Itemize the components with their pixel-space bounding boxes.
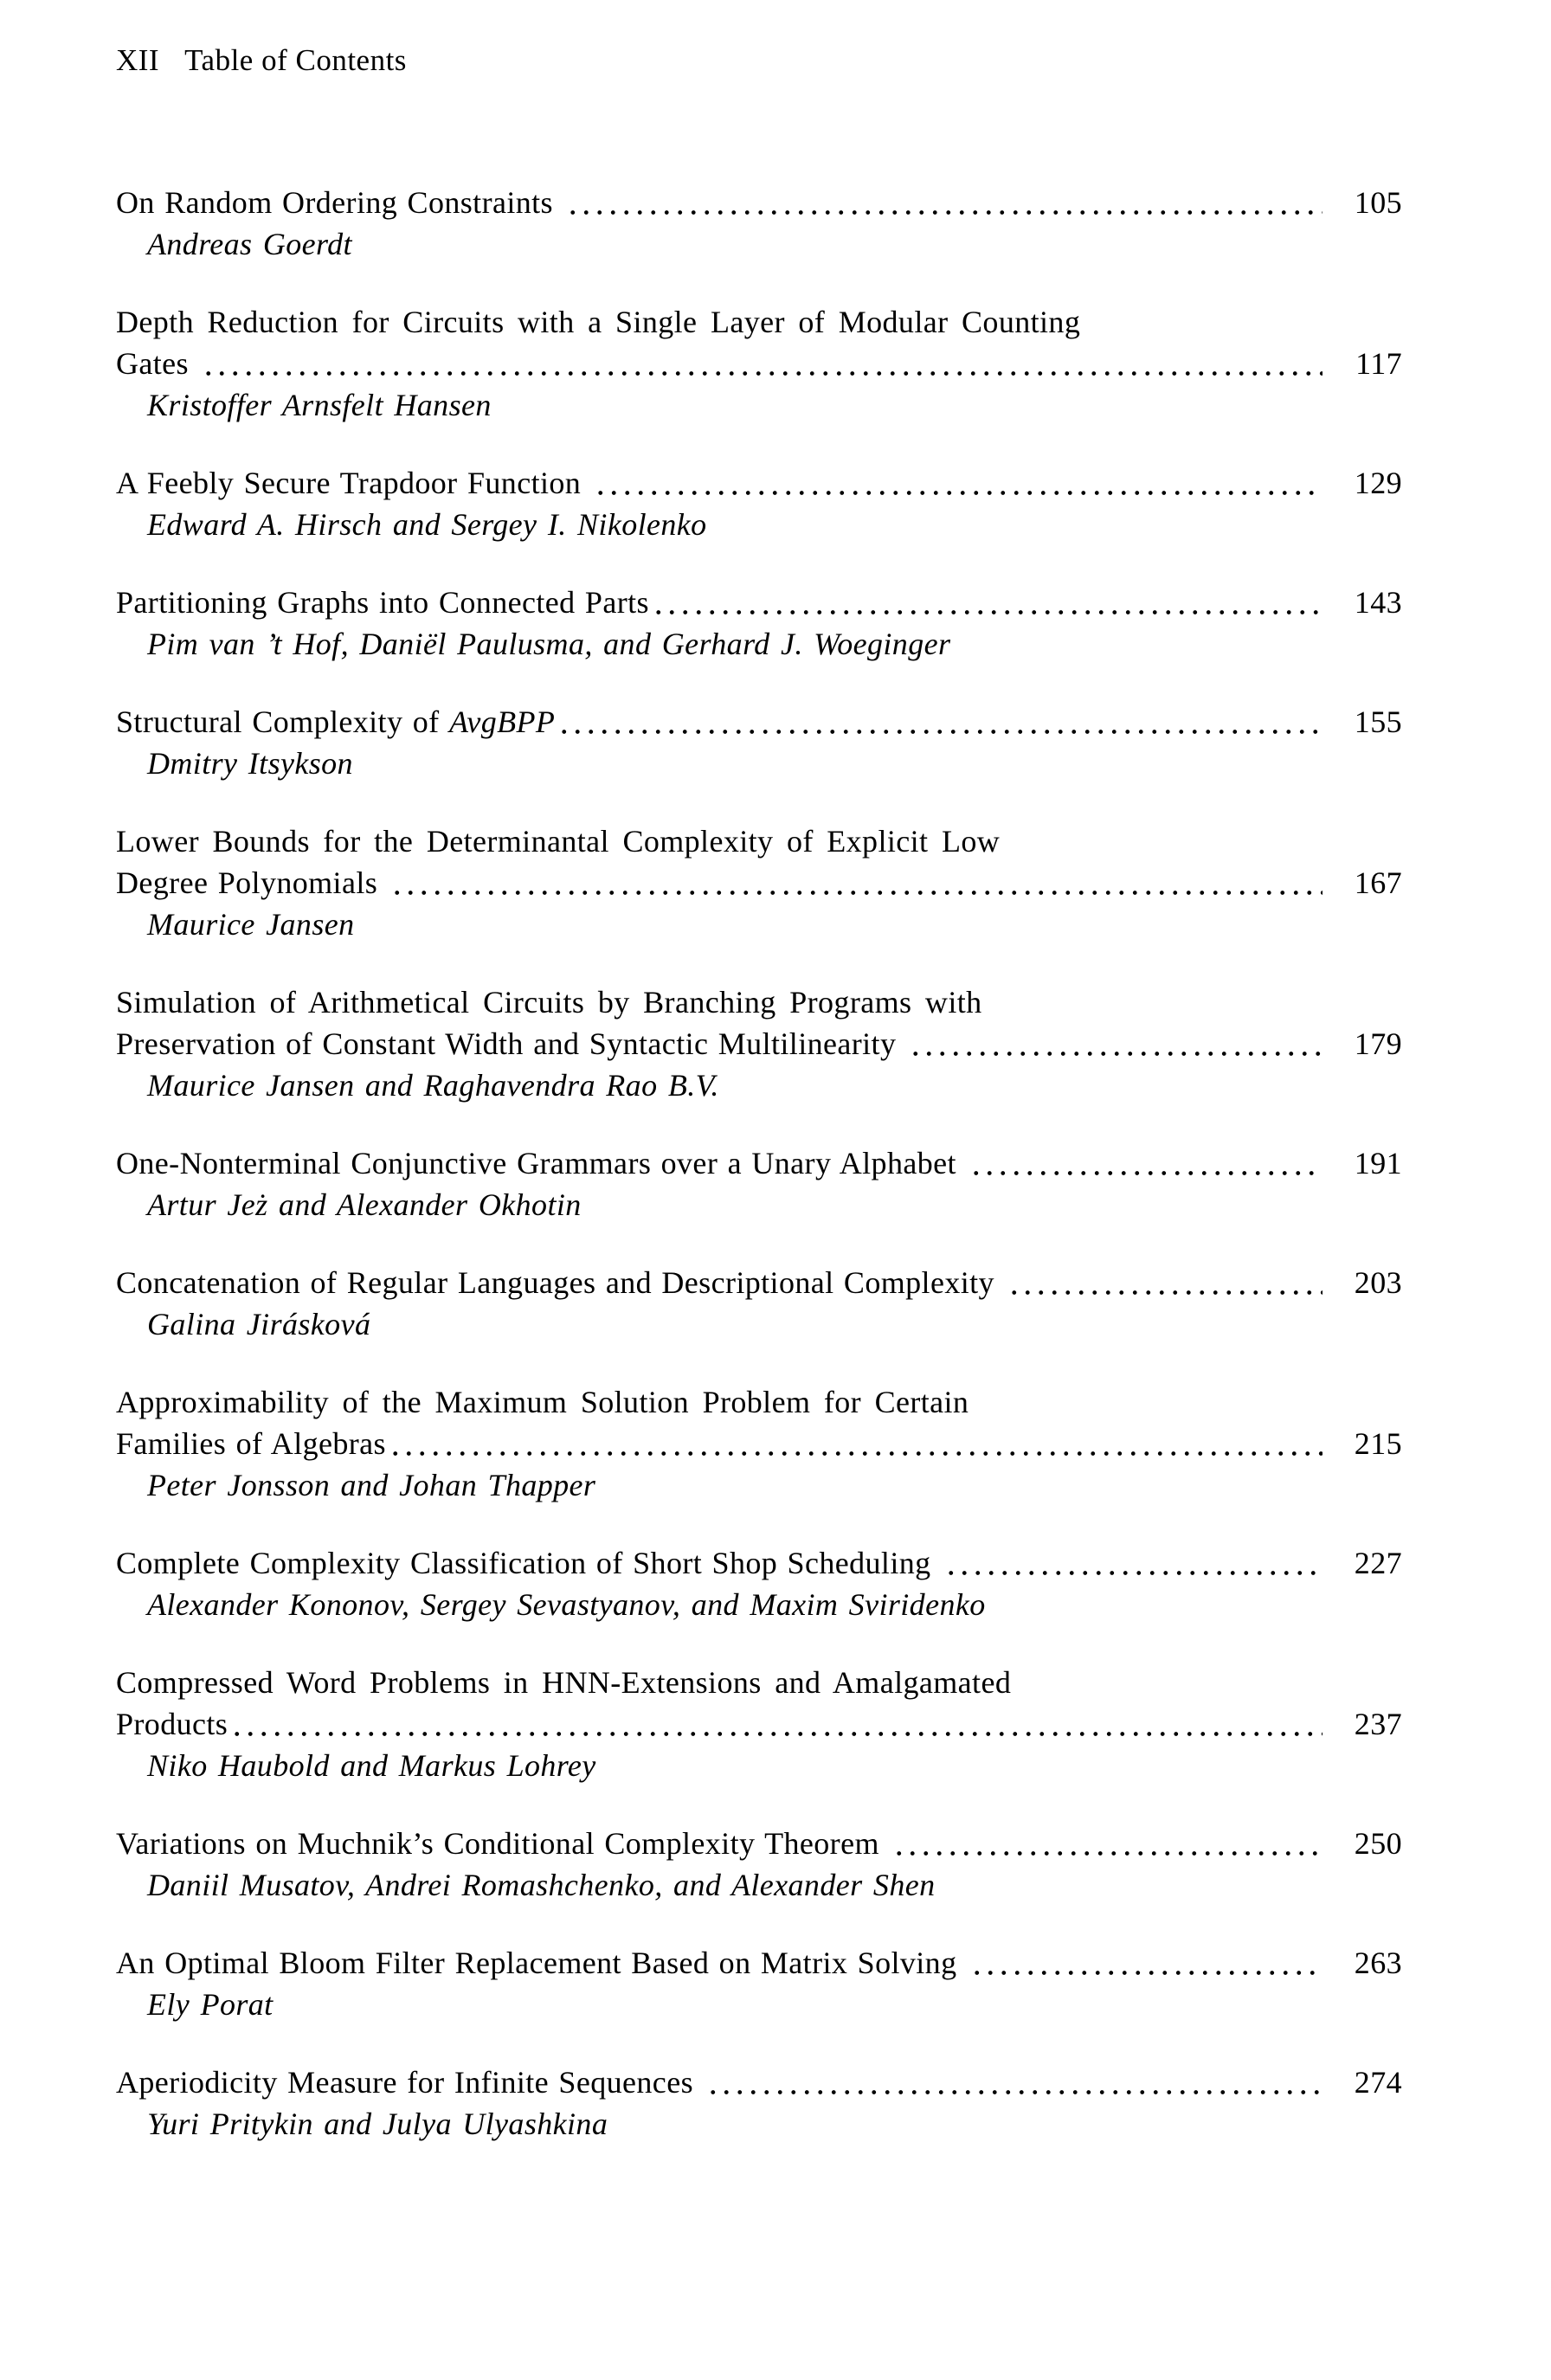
entry-page-number: 274 (1354, 2065, 1402, 2100)
entry-page-number: 227 (1354, 1546, 1402, 1580)
entry-title (116, 582, 649, 623)
toc-entry (116, 1662, 1402, 1786)
page-number-roman: XII (116, 43, 160, 77)
entry-title (116, 1381, 969, 1423)
entry-authors: Maurice Jansen (147, 907, 355, 942)
entry-title-segment: Degree Polynomials (116, 865, 378, 900)
entry-title-segment: Lower Bounds for the Determinantal Complexity of Explicit Low (116, 824, 1001, 859)
entry-title (116, 1423, 386, 1464)
toc-line (116, 582, 1402, 623)
toc-line (116, 1942, 1402, 1984)
dot-leader (390, 862, 1323, 904)
entry-authors: Maurice Jansen and Raghavendra Rao B.V. (147, 1068, 719, 1103)
toc-line (116, 1262, 1402, 1303)
entry-authors: Daniil Musatov, Andrei Romashchenko, and Alexander Shen (147, 1868, 936, 1902)
entry-authors: Pim van ’t Hof, Daniël Paulusma, and Gerhard J. Woeginger (147, 627, 951, 661)
toc-line (116, 1381, 1402, 1423)
toc-line (116, 1423, 1402, 1464)
toc-line (116, 1662, 1402, 1703)
dot-leader (557, 701, 1323, 743)
toc-entry (116, 182, 1402, 265)
toc-entry (116, 981, 1402, 1106)
entry-authors: Galina Jirásková (147, 1307, 371, 1341)
entry-title-segment: A Feebly Secure Trapdoor Function (116, 466, 582, 500)
entry-title (116, 1662, 1011, 1703)
entry-title-segment: AvgBPP (448, 704, 556, 739)
entry-authors: Dmitry Itsykson (147, 746, 353, 781)
toc-line (116, 2062, 1402, 2103)
entry-title (116, 301, 1080, 343)
entry-authors: Ely Porat (147, 1987, 274, 2022)
toc-line (116, 981, 1402, 1023)
entry-title (116, 1262, 994, 1303)
entry-title (116, 1023, 896, 1065)
entry-title (116, 701, 555, 743)
entry-authors: Edward A. Hirsch and Sergey I. Nikolenko (147, 507, 707, 542)
entry-title-segment: Complete Complexity Classification of Short Shop Scheduling (116, 1546, 931, 1580)
entry-page-number: 105 (1354, 185, 1402, 220)
toc-line (116, 862, 1402, 904)
entry-title-segment: Preservation of Constant Width and Syntactic Multilinearity (116, 1026, 897, 1061)
entry-page-number: 237 (1354, 1707, 1402, 1741)
dot-leader (202, 343, 1323, 384)
entry-authors: Artur Jeż and Alexander Okhotin (147, 1187, 582, 1222)
entry-page-number: 191 (1354, 1146, 1402, 1180)
toc-entry (116, 301, 1402, 426)
entry-authors: Peter Jonsson and Johan Thapper (147, 1468, 596, 1502)
entry-page-number: 215 (1354, 1426, 1402, 1461)
entry-title-segment: Concatenation of Regular Languages and Descriptional Complexity (116, 1265, 994, 1300)
entry-page-number: 167 (1354, 865, 1402, 900)
entry-page-number: 263 (1354, 1946, 1402, 1980)
entry-title-segment: Approximability of the Maximum Solution Problem for Certain (116, 1385, 969, 1419)
toc-line (116, 462, 1402, 504)
entry-title (116, 1142, 956, 1184)
toc-entry (116, 701, 1402, 784)
toc-entry (116, 462, 1402, 545)
dot-leader (1007, 1262, 1323, 1303)
entry-title (116, 981, 982, 1023)
entry-authors: Alexander Kononov, Sergey Sevastyanov, and Maxim Sviridenko (147, 1587, 986, 1622)
entry-title (116, 1823, 879, 1864)
dot-leader (706, 2062, 1323, 2103)
toc-line (116, 820, 1402, 862)
toc-entry (116, 1142, 1402, 1225)
entry-page-number: 117 (1355, 346, 1402, 381)
entry-title-segment: Families of Algebras (116, 1426, 386, 1461)
entry-title (116, 182, 553, 223)
entry-title-segment: Simulation of Arithmetical Circuits by Branching Programs with (116, 985, 982, 1020)
entry-page-number: 143 (1354, 585, 1402, 620)
toc-line (116, 343, 1402, 384)
entry-title-segment: Compressed Word Problems in HNN-Extensions and Amalgamated (116, 1665, 1012, 1700)
toc-entry (116, 1542, 1402, 1625)
entry-title-segment: Partitioning Graphs into Connected Parts (116, 585, 649, 620)
entry-title-segment: Depth Reduction for Circuits with a Single Layer of Modular Counting (116, 305, 1081, 339)
page-title: Table of Contents (184, 43, 407, 77)
entry-title (116, 820, 1000, 862)
toc-entry (116, 1942, 1402, 2025)
toc-content (116, 40, 1402, 2145)
dot-leader (230, 1703, 1323, 1745)
entry-authors: Kristoffer Arnsfelt Hansen (147, 388, 492, 422)
dot-leader (892, 1823, 1323, 1864)
toc-line (116, 1023, 1402, 1065)
entry-authors: Niko Haubold and Markus Lohrey (147, 1748, 596, 1783)
entry-title-segment: Aperiodicity Measure for Infinite Sequences (116, 2065, 693, 2100)
toc-line (116, 701, 1402, 743)
entry-title (116, 2062, 693, 2103)
toc-entries (116, 182, 1402, 2145)
toc-entry (116, 2062, 1402, 2145)
toc-line (116, 1542, 1402, 1584)
entry-authors: Yuri Pritykin and Julya Ulyashkina (147, 2107, 608, 2141)
entry-title-segment: On Random Ordering Constraints (116, 185, 553, 220)
toc-entry (116, 1823, 1402, 1906)
toc-line (116, 1823, 1402, 1864)
toc-entry (116, 820, 1402, 945)
entry-title-segment: One-Nonterminal Conjunctive Grammars over a Unary Alphabet (116, 1146, 956, 1180)
toc-line (116, 1703, 1402, 1745)
dot-leader (594, 462, 1323, 504)
toc-entry (116, 582, 1402, 665)
entry-title (116, 862, 377, 904)
dot-leader (652, 582, 1323, 623)
entry-title (116, 1703, 228, 1745)
entry-page-number: 129 (1354, 466, 1402, 500)
dot-leader (389, 1423, 1323, 1464)
entry-title-segment: Products (116, 1707, 228, 1741)
entry-title (116, 462, 581, 504)
toc-entry (116, 1381, 1402, 1506)
entry-authors: Andreas Goerdt (147, 227, 352, 261)
entry-title-segment: Gates (116, 346, 189, 381)
toc-line (116, 1142, 1402, 1184)
toc-line (116, 182, 1402, 223)
dot-leader (969, 1142, 1323, 1184)
entry-page-number: 155 (1354, 704, 1402, 739)
dot-leader (944, 1542, 1323, 1584)
entry-page-number: 203 (1354, 1265, 1402, 1300)
toc-entry (116, 1262, 1402, 1345)
entry-title (116, 1542, 931, 1584)
entry-title (116, 1942, 957, 1984)
entry-title (116, 343, 189, 384)
page-header (116, 40, 1402, 81)
entry-title-segment: Variations on Muchnik’s Conditional Complexity Theorem (116, 1826, 879, 1861)
dot-leader (566, 182, 1323, 223)
dot-leader (970, 1942, 1323, 1984)
toc-line (116, 301, 1402, 343)
entry-title-segment: Structural Complexity of (116, 704, 449, 739)
entry-page-number: 250 (1354, 1826, 1402, 1861)
entry-title-segment: An Optimal Bloom Filter Replacement Based on Matrix Solving (116, 1946, 957, 1980)
entry-page-number: 179 (1354, 1026, 1402, 1061)
dot-leader (909, 1023, 1323, 1065)
